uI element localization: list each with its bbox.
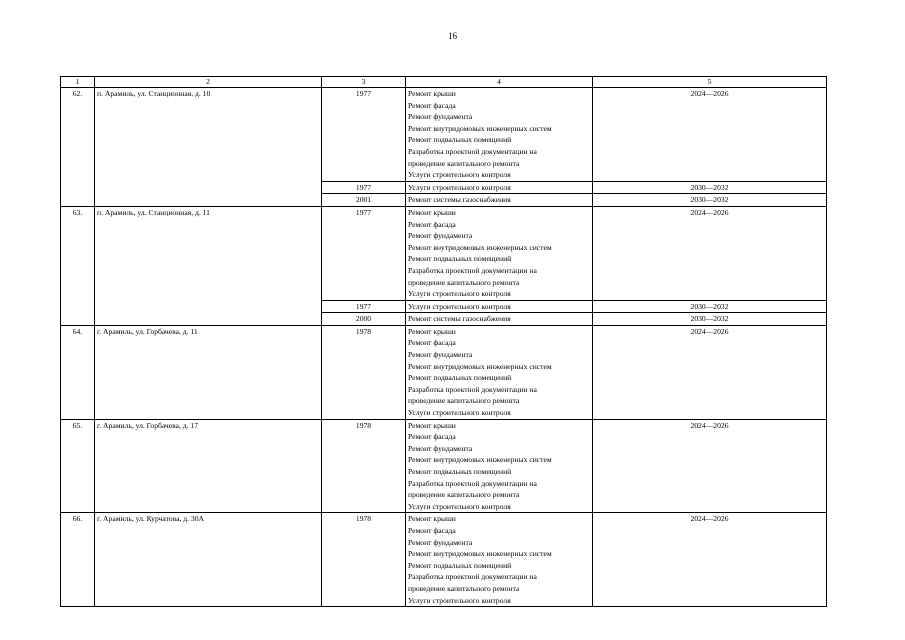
period-cell: 2030—2032 — [593, 194, 827, 207]
period-cell: 2024—2026 — [593, 325, 827, 419]
work-item: Ремонт фасада — [408, 338, 456, 348]
works-cell — [406, 325, 593, 419]
year-cell: 1978 — [322, 419, 406, 513]
period-cell: 2024—2026 — [593, 88, 827, 182]
work-item: Ремонт крыши — [408, 89, 456, 98]
work-item: Ремонт внутридомовых инженерных систем — [408, 242, 552, 252]
period-cell: 2024—2026 — [593, 419, 827, 513]
works-cell — [406, 181, 593, 194]
work-item: Услуги строительного контроля — [408, 408, 511, 418]
year-cell: 1977 — [322, 300, 406, 313]
work-item: Ремонт фундамента — [408, 231, 473, 241]
works-cell — [406, 513, 593, 607]
work-item: Ремонт внутридомовых инженерных систем — [408, 455, 552, 465]
work-item: Услуги строительного контроля — [408, 301, 511, 311]
work-item: Ремонт фасада — [408, 432, 456, 442]
work-item: Ремонт крыши — [408, 514, 456, 524]
work-item: Ремонт фундамента — [408, 350, 473, 360]
year-cell: 1978 — [322, 325, 406, 419]
work-item: проведение капитального ремонта — [408, 583, 520, 593]
works-cell — [406, 88, 593, 182]
work-item: Ремонт фундамента — [408, 443, 473, 453]
work-item: Ремонт внутридомовых инженерных систем — [408, 549, 552, 559]
address-cell: г. Арамиль, ул. Горбачева, д. 11 — [95, 325, 322, 419]
work-item: Ремонт подвальных помещений — [408, 373, 512, 383]
address-cell: п. Арамиль, ул. Станционная, д. 11 — [95, 206, 322, 325]
work-item: Разработка проектной документации на — [408, 265, 537, 275]
work-item: проведение капитального ремонта — [408, 490, 520, 500]
work-item: Услуги строительного контроля — [408, 170, 511, 180]
year-cell: 2001 — [322, 194, 406, 207]
period-cell: 2030—2032 — [593, 181, 827, 194]
work-item: Разработка проектной документации на — [408, 478, 537, 488]
record-number: 64. — [61, 325, 95, 419]
work-item: Ремонт внутридомовых инженерных систем — [408, 123, 552, 133]
period-cell: 2024—2026 — [593, 513, 827, 607]
work-item: Разработка проектной документации на — [408, 146, 537, 156]
column-header: 4 — [406, 77, 593, 88]
works-cell — [406, 300, 593, 313]
work-item: Ремонт фасада — [408, 100, 456, 110]
works-cell — [406, 194, 593, 207]
table-row — [61, 206, 827, 300]
work-item: Ремонт внутридомовых инженерных систем — [408, 361, 552, 371]
column-header: 5 — [593, 77, 827, 88]
work-item: Услуги строительного контроля — [408, 289, 511, 299]
capital-repair-table — [60, 76, 827, 607]
period-cell: 2030—2032 — [593, 300, 827, 313]
table-row — [61, 513, 827, 607]
work-item: Ремонт крыши — [408, 326, 456, 336]
period-cell: 2030—2032 — [593, 313, 827, 326]
works-cell — [406, 419, 593, 513]
year-cell: 1977 — [322, 206, 406, 300]
works-cell — [406, 206, 593, 300]
period-cell: 2024—2026 — [593, 206, 827, 300]
work-item: Услуги строительного контроля — [408, 501, 511, 511]
address-cell: г. Арамиль, ул. Курчатова, д. 30А — [95, 513, 322, 607]
work-item: Ремонт подвальных помещений — [408, 135, 512, 145]
record-number: 62. — [61, 88, 95, 207]
work-item: Ремонт подвальных помещений — [408, 254, 512, 264]
work-item: Услуги строительного контроля — [408, 182, 511, 192]
record-number: 63. — [61, 206, 95, 325]
record-number: 65. — [61, 419, 95, 513]
column-header: 2 — [95, 77, 322, 88]
work-item: проведение капитального ремонта — [408, 277, 520, 287]
page-number: 16 — [448, 31, 457, 41]
work-item: Ремонт фундамента — [408, 537, 473, 547]
work-item: Ремонт системы газоснабжения — [408, 195, 511, 205]
work-item: Разработка проектной документации на — [408, 572, 537, 582]
year-cell: 1977 — [322, 88, 406, 182]
work-item: Ремонт фундамента — [408, 112, 473, 122]
work-item: проведение капитального ремонта — [408, 158, 520, 168]
table-row — [61, 88, 827, 182]
table-row — [61, 419, 827, 513]
work-item: Ремонт системы газоснабжения — [408, 314, 511, 324]
work-item: Ремонт подвальных помещений — [408, 560, 512, 570]
work-item: Разработка проектной документации на — [408, 384, 537, 394]
work-item: Ремонт фасада — [408, 525, 456, 535]
address-cell: г. Арамиль, ул. Горбачева, д. 17 — [95, 419, 322, 513]
work-item: Ремонт подвальных помещений — [408, 467, 512, 476]
work-item: проведение капитального ремонта — [408, 396, 520, 406]
year-cell: 1978 — [322, 513, 406, 607]
year-cell: 1977 — [322, 181, 406, 194]
column-header: 3 — [322, 77, 406, 88]
column-header: 1 — [61, 77, 95, 88]
year-cell: 2000 — [322, 313, 406, 326]
table-row — [61, 325, 827, 419]
works-cell — [406, 313, 593, 326]
work-item: Ремонт крыши — [408, 207, 456, 217]
work-item: Ремонт крыши — [408, 420, 456, 430]
record-number: 66. — [61, 513, 95, 607]
address-cell: п. Арамиль, ул. Станционная, д. 10 — [95, 88, 322, 207]
work-item: Услуги строительного контроля — [408, 595, 511, 605]
table-header-row — [61, 77, 827, 88]
work-item: Ремонт фасада — [408, 219, 456, 229]
